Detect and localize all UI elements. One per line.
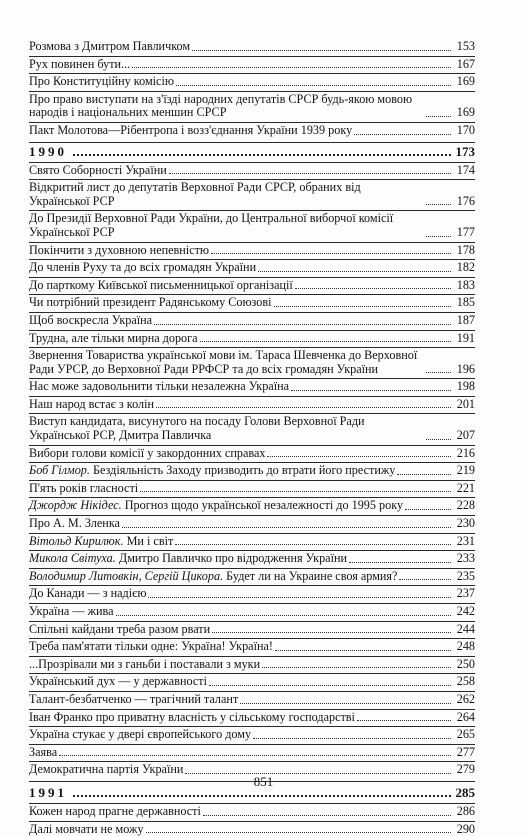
leader-dots [295, 288, 451, 289]
toc-entry-text: Пакт Молотова—Рібентропа і возз'єднання України 1939 року [29, 122, 353, 137]
toc-entry [29, 640, 475, 654]
toc-entry [29, 746, 475, 760]
leader-dots [426, 236, 451, 237]
toc-entry-title [29, 93, 424, 120]
toc-entry-title [29, 535, 173, 549]
toc-entry-title [29, 398, 154, 412]
toc-entry-text: До Президії Верховної Ради України, до Центральної виборчої комісії Української РСР [29, 211, 394, 239]
toc-entry [29, 164, 475, 178]
toc-entry-page: 244 [456, 621, 475, 636]
toc-entry-text: Про право виступати на з'їзді народних депутатів СРСР будь-якою мовою народів і національних меншин СРСР [29, 91, 413, 120]
leader-dots [426, 116, 451, 117]
toc-entry-text: Ми і світ [126, 533, 174, 548]
toc-entry-title [29, 75, 174, 89]
leader-dots [176, 85, 451, 86]
toc-entry-title [29, 124, 352, 138]
toc-entry-title [29, 623, 210, 637]
toc-entry-text: Дмитро Павличко про відродження України [118, 551, 348, 566]
toc-entry-text: Іван Франко про приватну власність у сільському господарстві [29, 709, 355, 724]
toc-entry-text: Прогноз щодо української незалежності до 1995 року [124, 498, 404, 513]
toc-entry-author: Микола Світуха. [29, 551, 116, 566]
toc-entry-text: Вибори голови комісії у закордонних справах [29, 445, 266, 460]
toc-entry-title [29, 212, 424, 239]
toc-entry-page: 248 [456, 639, 475, 654]
toc-entry-text: Демократична партія України [29, 762, 184, 777]
toc-entry-title [29, 279, 293, 293]
toc-entry-author: Вітольд Кирилюк. [29, 533, 124, 548]
toc-entry [29, 349, 475, 376]
toc-entry-text: Трудна, але тільки мирна дорога [29, 330, 198, 345]
toc-entry-page: 265 [456, 727, 475, 742]
toc-list-top [29, 40, 475, 138]
toc-entry [29, 823, 475, 836]
toc-entry [29, 75, 475, 89]
toc-entry-title [29, 746, 57, 760]
toc-entry-author: Джордж Нікідес. [29, 498, 122, 513]
toc-entry-page: 264 [456, 709, 475, 724]
toc-entry-title [29, 58, 130, 72]
toc-entry-page: 242 [456, 604, 475, 618]
toc-entry-author: Володимир Литовкін, Сергій Цикора. [29, 568, 224, 583]
toc-entry-page: 198 [456, 379, 475, 394]
toc-entry-text: Далі мовчати не можу [29, 821, 144, 836]
toc-entry-text: Український дух — у державності [29, 674, 208, 689]
toc-entry-title [29, 711, 355, 725]
toc-entry [29, 398, 475, 412]
leader-dots [122, 527, 451, 528]
leader-dots [275, 650, 451, 651]
toc-entry-title [29, 658, 260, 672]
toc-entry-page: 277 [456, 744, 475, 759]
toc-entry-title [29, 499, 403, 513]
leader-dots [426, 439, 451, 440]
toc-entry-text: Звернення Товариства української мови ім. Тараса Шевченка до Верховної Ради УРСР, до Верховної Ради РРФСР та до всіх громадян України [29, 348, 418, 376]
toc-entry-page: 169 [456, 74, 475, 89]
toc-entry [29, 212, 475, 239]
divider [29, 744, 475, 745]
toc-entry [29, 244, 475, 258]
leader-dots [73, 795, 451, 797]
leader-dots [291, 390, 451, 391]
toc-entry-page: 167 [456, 56, 475, 71]
toc-entry-text: Треба пам'ятати тільки одне: Україна! Україна! [29, 639, 273, 654]
toc-entry-page: 185 [456, 295, 475, 310]
toc-entry-page: 279 [456, 762, 475, 777]
leader-dots [405, 509, 451, 510]
toc-entry [29, 296, 475, 310]
toc-entry [29, 464, 475, 478]
leader-dots [148, 597, 451, 598]
toc-entry-title [29, 805, 201, 819]
toc-entry-title [29, 640, 273, 654]
toc-entry [29, 40, 475, 54]
toc-entry [29, 314, 475, 328]
toc-entry-text: Заява [29, 744, 58, 759]
leader-dots [357, 720, 451, 721]
toc-entry-text: Щоб воскресла Україна [29, 312, 153, 327]
toc-entry-title [29, 447, 265, 461]
toc-entry-page: 182 [456, 260, 475, 275]
toc-entry-text: Про А. М. Зленка [29, 516, 120, 531]
section-year: 1990 [29, 143, 67, 159]
leader-dots [212, 632, 451, 633]
leader-dots [354, 134, 451, 135]
toc-entry-title [29, 349, 424, 376]
toc-entry-text: Нас може задовольнити тільки незалежна Україна [29, 379, 290, 394]
toc-entry-title [29, 728, 251, 742]
toc-entry-title [29, 296, 272, 310]
table-of-contents [29, 40, 475, 836]
toc-entry-text: Будет ли на Украине своя армия? [226, 568, 398, 583]
toc-entry-text: ...Прозрівали ми з ганьби і поставали з муки [29, 656, 261, 671]
toc-entry-text: Розмова з Дмитром Павличком [29, 39, 191, 53]
toc-entry-page: 262 [456, 691, 475, 706]
leader-dots [349, 562, 451, 563]
toc-entry [29, 587, 475, 601]
toc-entry-text: Про Конституційну комісію [29, 74, 174, 89]
section-heading-1990 [29, 144, 475, 160]
toc-entry-title [29, 823, 144, 836]
toc-entry [29, 675, 475, 689]
page-number: 851 [253, 774, 274, 789]
toc-entry [29, 261, 475, 275]
toc-entry [29, 728, 475, 742]
toc-entry-page: 170 [456, 122, 475, 137]
toc-entry-page: 258 [456, 674, 475, 689]
toc-entry-text: Україна — жива [29, 604, 114, 618]
toc-entry-page: 153 [456, 39, 475, 53]
section-page: 285 [455, 784, 475, 800]
toc-entry-page: 201 [456, 396, 475, 411]
leader-dots [192, 50, 451, 51]
toc-entry-page: 187 [456, 312, 475, 327]
toc-entry-title [29, 380, 289, 394]
toc-entry-page: 290 [456, 821, 475, 836]
toc-list-1990 [29, 164, 475, 777]
toc-entry-text: Кожен народ прагне державності [29, 803, 201, 818]
toc-entry-text: До парткому Київської письменницької організації [29, 277, 293, 292]
leader-dots [258, 271, 451, 272]
leader-dots [156, 407, 451, 408]
toc-entry-title [29, 482, 138, 496]
toc-entry [29, 482, 475, 496]
toc-entry-text: Спільні кайдани треба разом рвати [29, 621, 211, 636]
toc-entry-title [29, 552, 347, 566]
toc-entry-text: Бездіяльність Заходу призводить до втрати його престижу [93, 463, 396, 478]
toc-entry-text: Відкритий лист до депутатів Верховної Ради СРСР, обраних від Української РСР [29, 180, 361, 208]
leader-dots [116, 615, 451, 616]
toc-entry-page: 191 [456, 330, 475, 345]
leader-dots [132, 67, 451, 68]
leader-dots [267, 456, 451, 457]
toc-entry-page: 169 [456, 105, 475, 120]
toc-entry [29, 58, 475, 72]
toc-entry-title [29, 244, 209, 258]
toc-entry [29, 552, 475, 566]
leader-dots [203, 815, 451, 816]
toc-entry [29, 570, 475, 584]
toc-entry [29, 693, 475, 707]
leader-dots [59, 755, 451, 756]
toc-entry [29, 380, 475, 394]
toc-entry-page: 250 [456, 656, 475, 671]
toc-entry-page: 231 [456, 533, 475, 548]
toc-entry [29, 623, 475, 637]
toc-entry-text: До членів Руху та до всіх громадян України [29, 260, 257, 275]
toc-entry-text: Чи потрібний президент Радянському Союзові [29, 295, 272, 310]
toc-entry-title [29, 164, 167, 178]
leader-dots [169, 173, 451, 174]
toc-entry-page: 178 [456, 242, 475, 257]
leader-dots [274, 306, 451, 307]
leader-dots [399, 579, 451, 580]
toc-entry-page: 216 [456, 445, 475, 460]
toc-entry-page: 183 [456, 277, 475, 292]
toc-entry-title [29, 464, 395, 478]
toc-entry-title [29, 332, 198, 346]
toc-entry [29, 605, 475, 619]
toc-entry [29, 93, 475, 120]
toc-entry-text: Покінчити з духовною непевністю [29, 242, 210, 257]
divider [29, 142, 475, 143]
leader-dots [209, 685, 451, 686]
toc-entry-title [29, 314, 152, 328]
leader-dots [154, 324, 451, 325]
toc-entry-text: П'ять років гласності [29, 480, 139, 495]
toc-entry [29, 499, 475, 513]
toc-entry-title [29, 415, 424, 442]
leader-dots [146, 832, 451, 833]
leader-dots [200, 341, 451, 342]
toc-entry-text: До Канади — з надією [29, 586, 147, 601]
leader-dots [397, 474, 451, 475]
toc-entry [29, 535, 475, 549]
toc-entry-title [29, 693, 238, 707]
leader-dots [262, 667, 451, 668]
toc-entry-page: 177 [456, 224, 475, 239]
toc-entry-text: Рух повинен бути... [29, 56, 131, 71]
toc-entry [29, 181, 475, 208]
toc-entry-title [29, 587, 146, 601]
leader-dots [140, 491, 451, 492]
toc-entry-page: 235 [456, 568, 475, 583]
toc-entry [29, 517, 475, 531]
toc-entry [29, 124, 475, 138]
leader-dots [426, 372, 451, 373]
toc-entry-page: 230 [456, 516, 475, 531]
toc-entry-title [29, 675, 207, 689]
toc-entry-text: Наш народ встає з колін [29, 396, 154, 411]
toc-entry [29, 805, 475, 819]
toc-entry-title [29, 570, 397, 584]
toc-entry-page: 286 [456, 803, 475, 818]
toc-entry-page: 228 [456, 498, 475, 513]
toc-entry [29, 447, 475, 461]
toc-entry-text: Свято Соборності України [29, 162, 167, 177]
toc-entry [29, 279, 475, 293]
toc-entry-page: 207 [456, 428, 475, 443]
toc-entry-page: 219 [456, 463, 475, 478]
leader-dots [240, 703, 451, 704]
toc-entry-title [29, 517, 120, 531]
toc-entry [29, 415, 475, 442]
toc-entry-title [29, 261, 256, 275]
toc-entry-page: 237 [456, 586, 475, 601]
toc-entry-author: Боб Гілмор. [29, 463, 90, 478]
leader-dots [73, 154, 451, 156]
toc-entry [29, 658, 475, 672]
toc-entry [29, 711, 475, 725]
toc-entry-title [29, 181, 424, 208]
toc-entry-text: Талант-безбатченко — трагічний талант [29, 691, 239, 706]
section-year: 1991 [29, 784, 67, 800]
toc-list-1991 [29, 805, 475, 836]
toc-entry-title [29, 40, 190, 54]
leader-dots [211, 253, 451, 254]
leader-dots [426, 204, 451, 205]
toc-entry-page: 176 [456, 193, 475, 208]
leader-dots [175, 544, 451, 545]
toc-entry-page: 233 [456, 551, 475, 566]
section-page: 173 [455, 143, 475, 159]
toc-entry-page: 174 [456, 162, 475, 177]
toc-entry-title [29, 605, 114, 619]
toc-entry-page: 196 [456, 361, 475, 376]
toc-entry-page: 221 [456, 480, 475, 495]
toc-entry-text: Виступ кандидата, висунутого на посаду Голови Верховної Ради Української РСР, Дмитра Павличка [29, 414, 365, 443]
leader-dots [253, 738, 451, 739]
toc-entry [29, 332, 475, 346]
toc-entry-text: Україна стукає у двері європейського дому [29, 727, 252, 742]
